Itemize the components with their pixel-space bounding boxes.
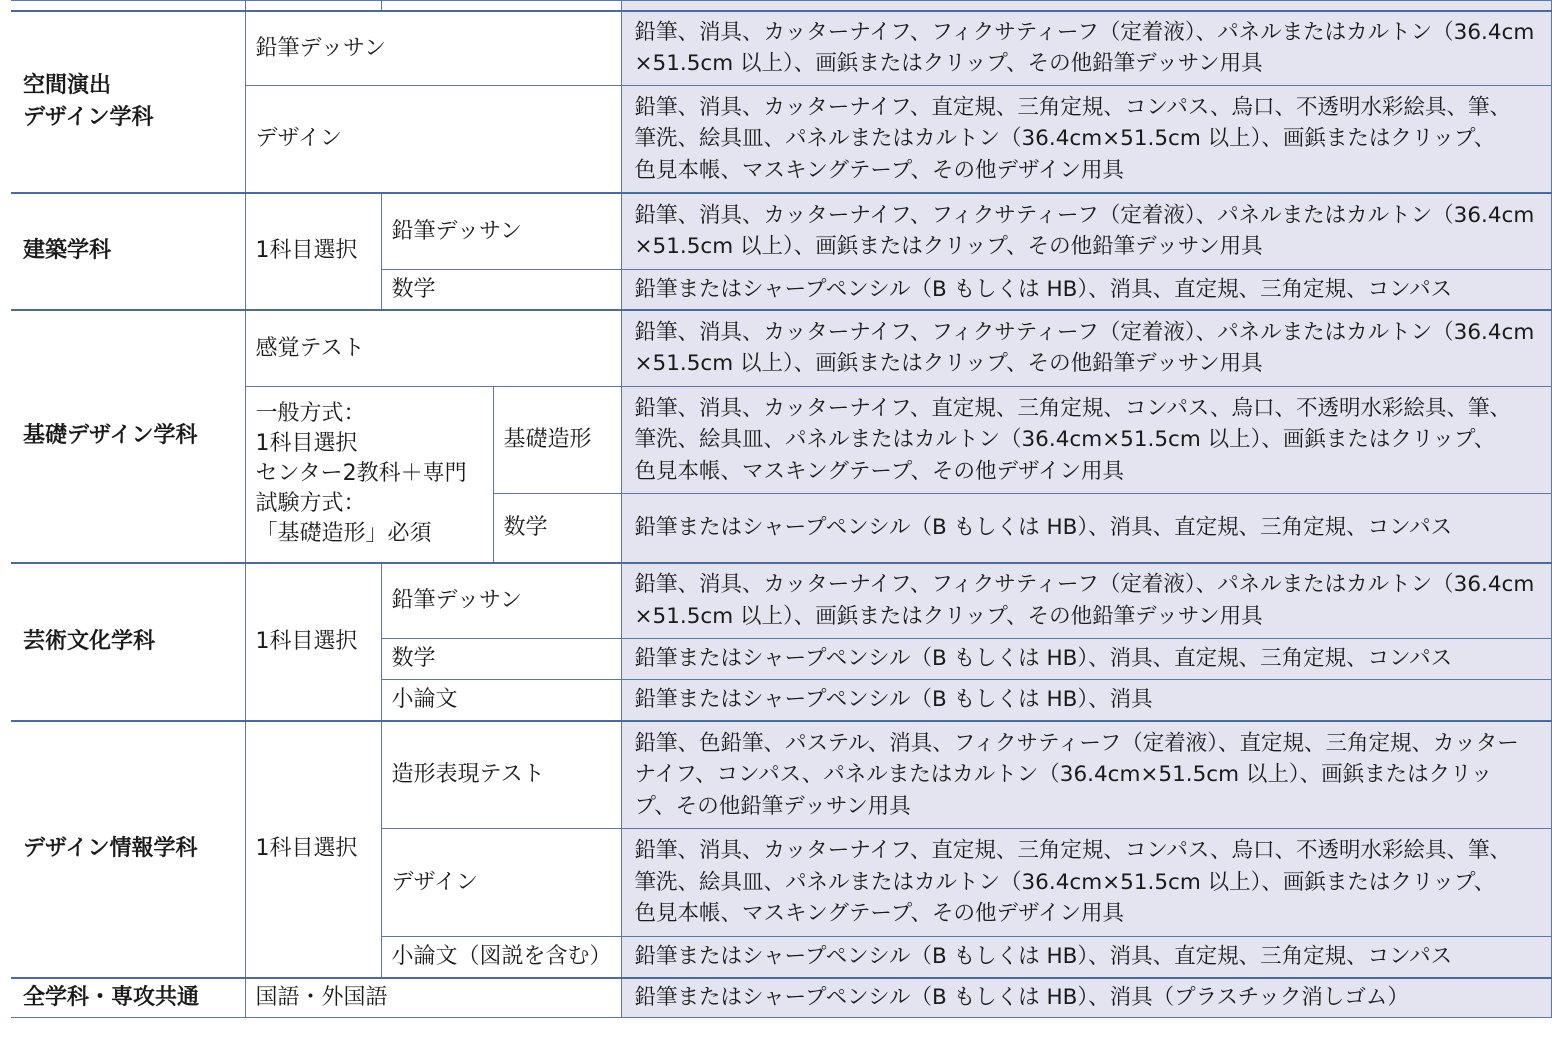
department-cell: デザイン情報学科: [11, 721, 245, 978]
subject-cell: デザイン: [381, 829, 621, 937]
materials-cell: 鉛筆またはシャープペンシル（B もしくは HB）、消具: [621, 680, 1551, 721]
subject-cell: 数学: [493, 494, 621, 563]
materials-cell: 鉛筆またはシャープペンシル（B もしくは HB）、消具、直定規、三角定規、コンパス: [621, 270, 1551, 310]
materials-cell: 鉛筆、消具、カッターナイフ、フィクサティーフ（定着液）、パネルまたはカルトン（36.4cm ×51.5cm 以上）、画鋲またはクリップ、その他鉛筆デッサン用具: [621, 11, 1551, 86]
department-cell: 建築学科: [11, 193, 245, 310]
selection-cell: 1科目選択: [245, 193, 381, 310]
materials-cell: 鉛筆、色鉛筆、パステル、消具、フィクサティーフ（定着液）、直定規、三角定規、カッター ナイフ、コンパス、パネルまたはカルトン（36.4cm×51.5cm 以上）、画鋲またはクリッ プ、その他鉛筆デッサン用具: [621, 721, 1551, 829]
subject-cell: 造形表現テスト: [381, 721, 621, 829]
materials-cell: 鉛筆、消具、カッターナイフ、直定規、三角定規、コンパス、烏口、不透明水彩絵具、筆、 筆洗、絵具皿、パネルまたはカルトン（36.4cm×51.5cm 以上）、画鋲またはクリップ、 色見本帳、マスキングテープ、その他デザイン用具: [621, 387, 1551, 494]
table-row: [11, 310, 1551, 387]
table-row: [11, 978, 1551, 1018]
subject-cell: 鉛筆デッサン: [381, 193, 621, 270]
subject-cell: 数学: [381, 639, 621, 680]
table-row: [11, 193, 1551, 270]
subject-cell: 国語・外国語: [245, 978, 621, 1018]
department-cell: 全学科・専攻共通: [11, 978, 245, 1018]
materials-cell: 鉛筆、消具、カッターナイフ、直定規、三角定規、コンパス、烏口、不透明水彩絵具、筆、 筆洗、絵具皿、パネルまたはカルトン（36.4cm×51.5cm 以上）、画鋲またはクリップ、 色見本帳、マスキングテープ、その他デザイン用具: [621, 829, 1551, 937]
materials-cell: 鉛筆またはシャープペンシル（B もしくは HB）、消具、直定規、三角定規、コンパス: [621, 937, 1551, 978]
selection-cell: 1科目選択: [245, 563, 381, 721]
department-cell: 芸術文化学科: [11, 563, 245, 721]
subject-cell: 鉛筆デッサン: [245, 11, 621, 86]
subject-cell: 小論文: [381, 680, 621, 721]
table-row: [11, 563, 1551, 639]
subject-cell: 基礎造形: [493, 387, 621, 494]
table-row: [11, 11, 1551, 86]
materials-cell: 鉛筆、消具、カッターナイフ、直定規、三角定規、コンパス、烏口、不透明水彩絵具、筆、 筆洗、絵具皿、パネルまたはカルトン（36.4cm×51.5cm 以上）、画鋲またはクリップ、 色見本帳、マスキングテープ、その他デザイン用具: [621, 86, 1551, 193]
subject-cell: 感覚テスト: [245, 310, 621, 387]
subject-cell: デザイン: [245, 86, 621, 193]
exam-materials-table: [11, 0, 1552, 1018]
department-cell: 空間演出 デザイン学科: [11, 11, 245, 193]
subject-cell: 小論文（図説を含む）: [381, 937, 621, 978]
subject-cell: 数学: [381, 270, 621, 310]
table-row: [11, 721, 1551, 829]
subject-cell: 鉛筆デッサン: [381, 563, 621, 639]
materials-cell: 鉛筆、消具、カッターナイフ、フィクサティーフ（定着液）、パネルまたはカルトン（36.4cm ×51.5cm 以上）、画鋲またはクリップ、その他鉛筆デッサン用具: [621, 563, 1551, 639]
table-row-partial: [11, 1, 1551, 11]
materials-cell: 鉛筆またはシャープペンシル（B もしくは HB）、消具（プラスチック消しゴム）: [621, 978, 1551, 1018]
materials-cell: 鉛筆、消具、カッターナイフ、フィクサティーフ（定着液）、パネルまたはカルトン（36.4cm ×51.5cm 以上）、画鋲またはクリップ、その他鉛筆デッサン用具: [621, 310, 1551, 387]
materials-cell: 鉛筆、消具、カッターナイフ、フィクサティーフ（定着液）、パネルまたはカルトン（36.4cm ×51.5cm 以上）、画鋲またはクリップ、その他鉛筆デッサン用具: [621, 193, 1551, 270]
department-cell: 基礎デザイン学科: [11, 310, 245, 563]
selection-cell: 1科目選択: [245, 721, 381, 978]
method-cell: 一般方式： 1科目選択 センター2教科＋専門 試験方式： 「基礎造形」必須: [245, 387, 493, 563]
materials-cell: 鉛筆またはシャープペンシル（B もしくは HB）、消具、直定規、三角定規、コンパス: [621, 494, 1551, 563]
materials-cell: 鉛筆またはシャープペンシル（B もしくは HB）、消具、直定規、三角定規、コンパス: [621, 639, 1551, 680]
